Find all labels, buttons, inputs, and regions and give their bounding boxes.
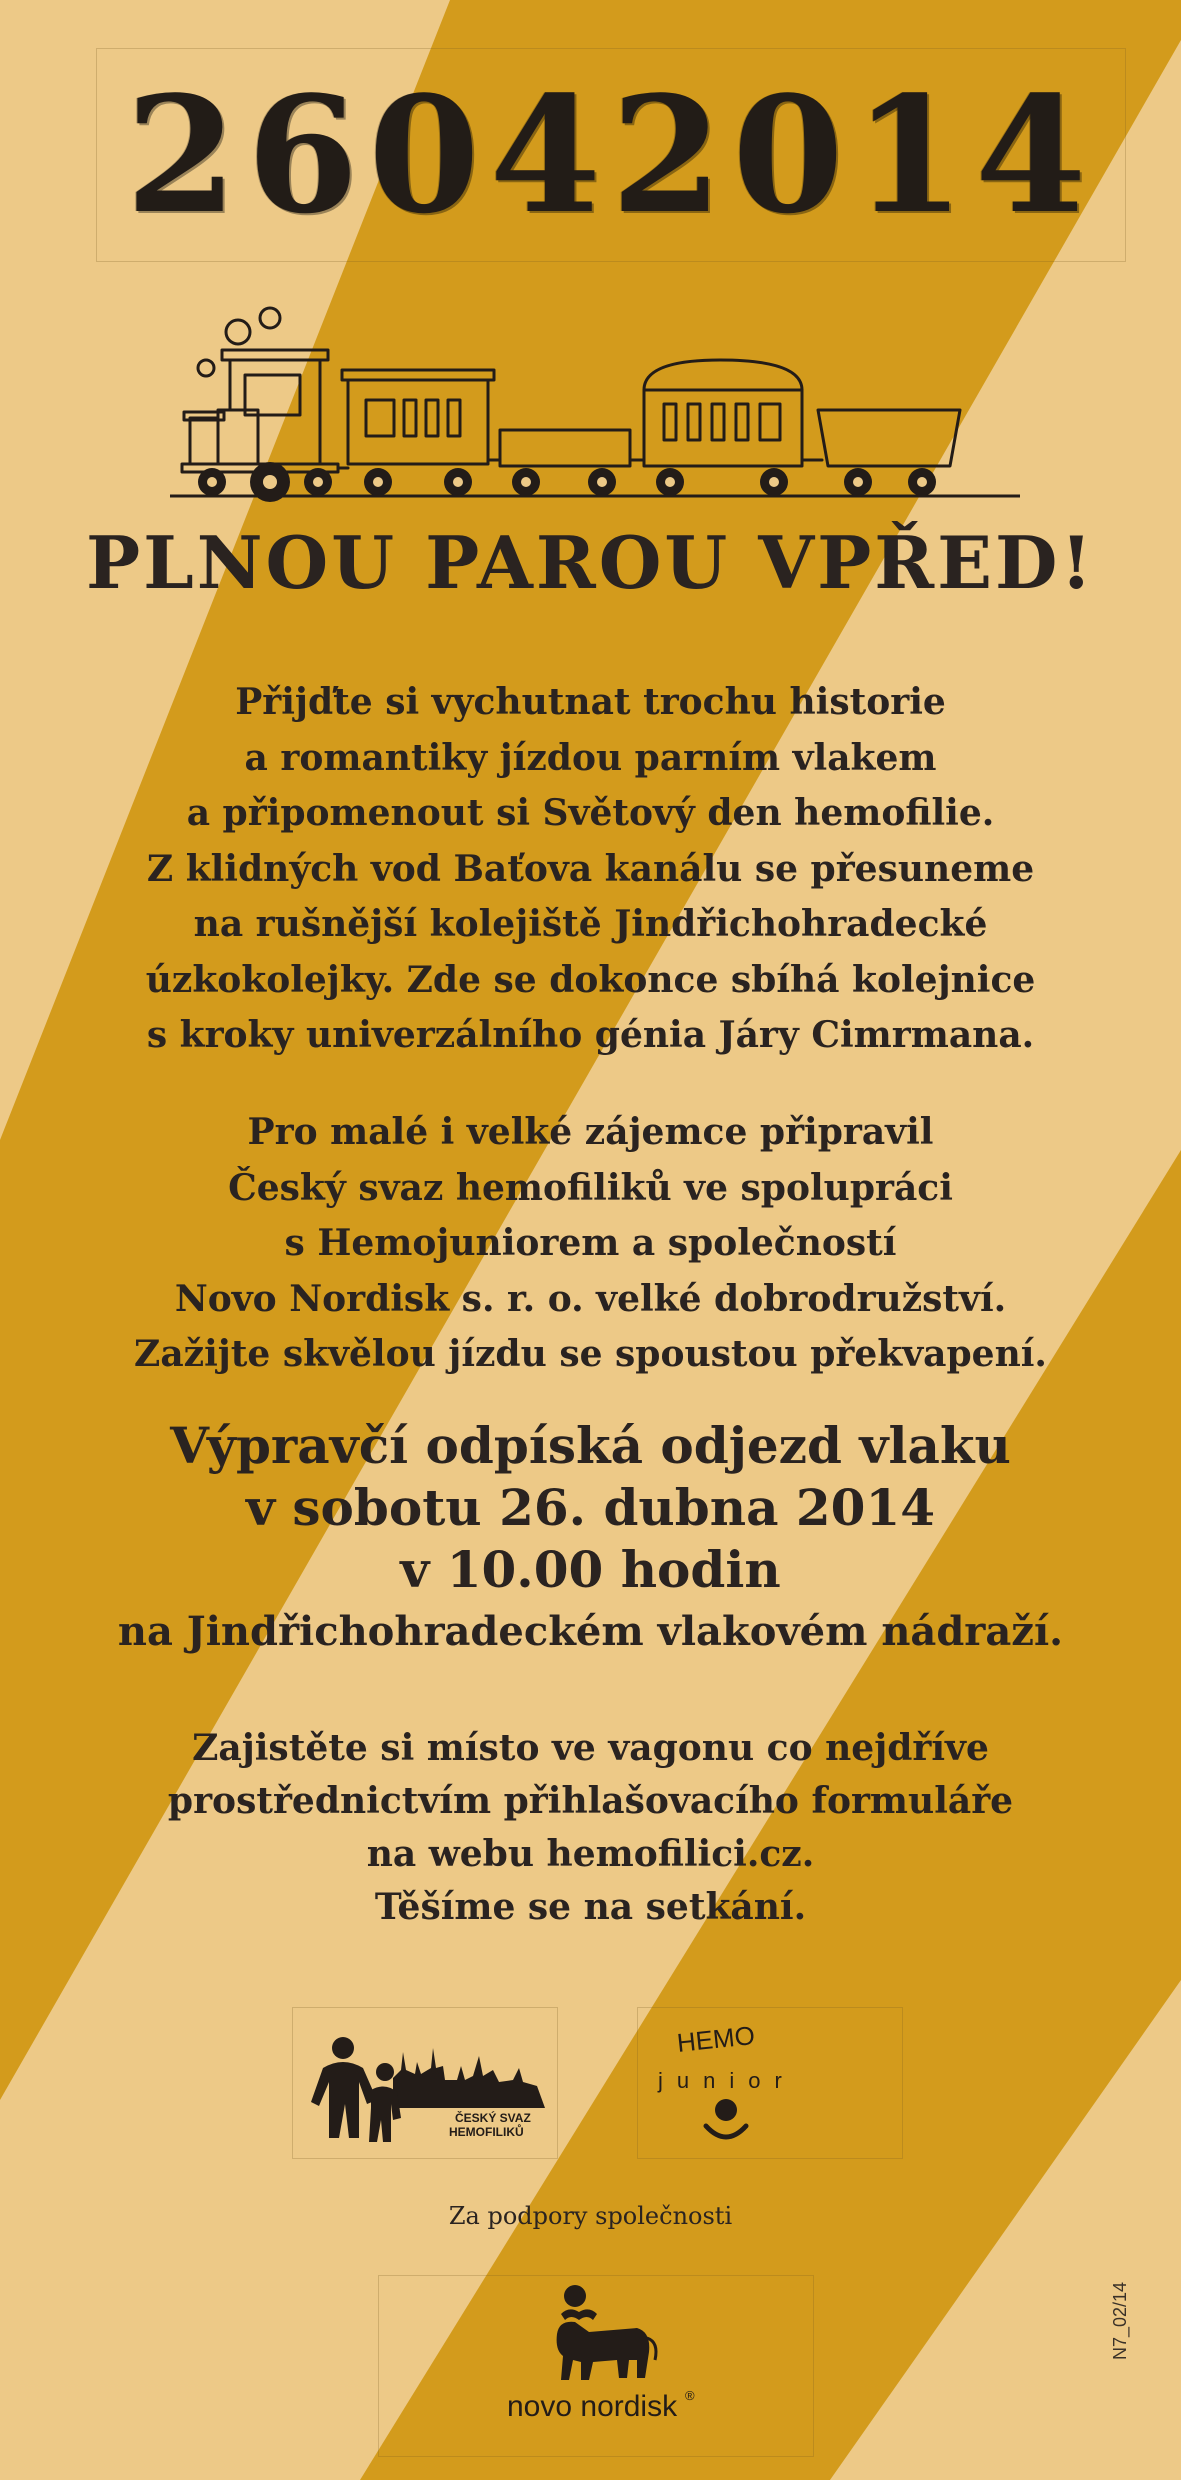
csh-logo-text-2: HEMOFILIKŮ	[449, 2125, 524, 2139]
intro-line: a připomenout si Světový den hemofilie.	[186, 792, 995, 834]
intro-line: na rušnější kolejiště Jindřichohradecké	[193, 903, 988, 945]
departure-date: v sobotu 26. dubna 2014	[245, 1478, 936, 1537]
wagon-2	[630, 360, 802, 466]
intro-line: Přijďte si vychutnat trochu historie	[235, 681, 946, 723]
intro-line: s kroky univerzálního génia Járy Cimrmana.	[146, 1014, 1035, 1056]
registration-line: prostřednictvím přihlašovacího formuláře	[167, 1780, 1014, 1822]
intro-line: a romantiky jízdou parním vlakem	[244, 736, 937, 779]
organizers-line: Pro malé i velké zájemce připravil	[247, 1111, 934, 1153]
csh-logo	[292, 2007, 558, 2159]
registration-line: na webu hemofilici.cz.	[366, 1833, 815, 1875]
registration-line: Těšíme se na setkání.	[374, 1886, 807, 1928]
organizers-paragraph	[40, 1105, 1141, 1383]
departure-time: v 10.00 hodin	[400, 1540, 781, 1599]
departure-info	[40, 1415, 1141, 1663]
organizers-line: Zažijte skvělou jízdu se spoustou překvapení.	[134, 1333, 1047, 1375]
date-banner	[96, 48, 1126, 262]
organizers-line: Český svaz hemofiliků ve spolupráci	[228, 1166, 953, 1209]
registration-line: Zajistěte si místo ve vagonu co nejdříve	[192, 1727, 989, 1769]
hemojunior-smile	[706, 2126, 746, 2137]
apis-bull-icon	[557, 2285, 656, 2380]
registration-paragraph	[40, 1722, 1141, 1934]
smoke-puff-3	[198, 360, 214, 376]
csh-logo-text-1: ČESKÝ SVAZ	[455, 2111, 531, 2125]
novo-nordisk-wordmark: novo nordisk	[507, 2390, 678, 2423]
departure-place: na Jindřichohradeckém vlakovém nádraží.	[117, 1608, 1064, 1655]
hemojunior-logo-top: HEMO	[675, 2019, 757, 2058]
hemojunior-logo	[637, 2007, 903, 2159]
departure-title: Výpravčí odpíská odjezd vlaku	[170, 1416, 1011, 1475]
steam-train-illustration	[170, 300, 1020, 510]
organizers-line: s Hemojuniorem a společností	[284, 1222, 897, 1264]
support-text: Za podpory společnosti	[448, 2202, 733, 2230]
locomotive	[182, 350, 338, 472]
intro-line: úzkokolejky. Zde se dokonce sbíhá kolejnice	[145, 958, 1036, 1001]
document-code: N7_02/14	[1110, 2281, 1130, 2360]
wagon-1	[338, 370, 494, 468]
flat-wagon	[488, 430, 630, 466]
event-date: 26042014	[125, 61, 1097, 249]
intro-paragraph	[40, 675, 1141, 1064]
open-wagon	[802, 410, 960, 466]
hemojunior-logo-bottom: junior	[658, 2068, 796, 2093]
headline: PLNOU PAROU VPŘED!	[85, 520, 1096, 605]
organizers-line: Novo Nordisk s. r. o. velké dobrodružství.	[174, 1277, 1007, 1320]
hemojunior-dot	[715, 2099, 737, 2121]
intro-line: Z klidných vod Baťova kanálu se přesuneme	[146, 847, 1035, 890]
registered-mark: ®	[685, 2388, 695, 2403]
novo-nordisk-logo	[378, 2275, 814, 2457]
smoke-puff-1	[226, 320, 250, 344]
smoke-puff-2	[260, 308, 280, 328]
